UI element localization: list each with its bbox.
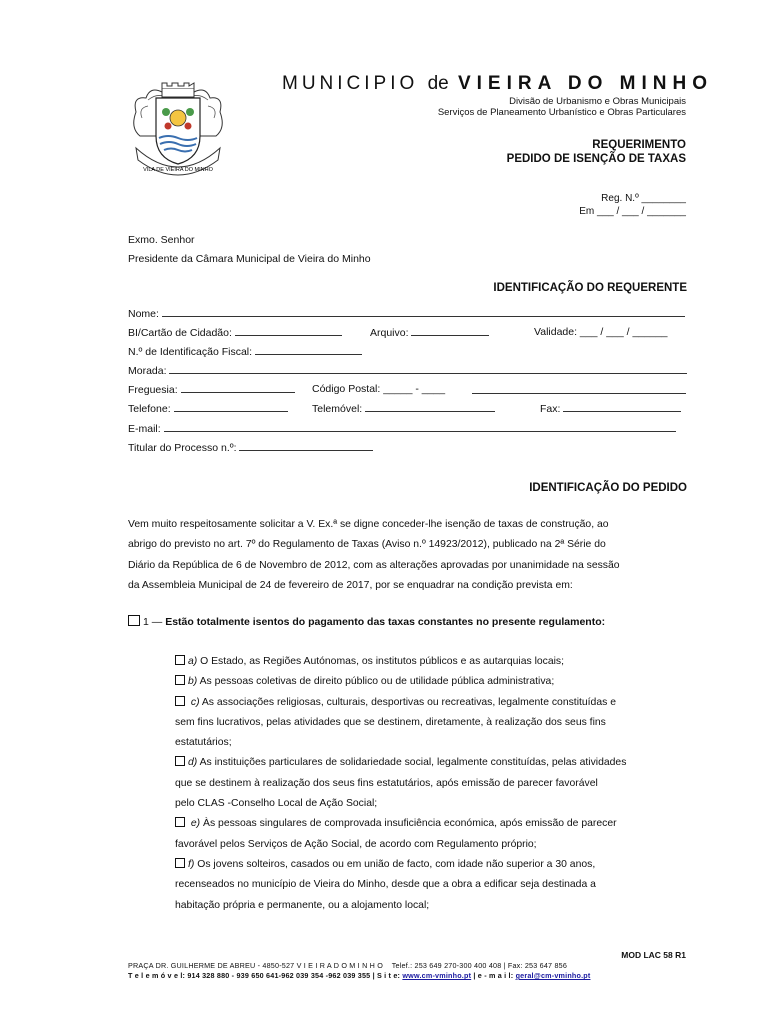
localidade-input-line[interactable]: [472, 383, 686, 394]
intro-line: Diário da República de 6 de Novembro de 2012, com as alterações aprovadas por unanimidade na sessão: [128, 559, 620, 571]
arquivo-label: Arquivo:: [370, 327, 409, 339]
item-letter: f): [188, 858, 195, 870]
registry-number[interactable]: Reg. N.º ________: [601, 193, 686, 204]
item-text: Os jovens solteiros, casados ou em união de facto, com idade não superior a 30 anos,: [197, 858, 596, 870]
crest-icon: [128, 78, 228, 183]
bi-field[interactable]: [128, 326, 342, 339]
telemovel-input-line[interactable]: [365, 402, 495, 412]
telemovel-field[interactable]: [312, 402, 495, 415]
title-de: de: [427, 73, 449, 94]
email-input-line[interactable]: [164, 422, 676, 432]
morada-input-line[interactable]: [169, 364, 687, 374]
item-text: O Estado, as Regiões Autónomas, os institutos públicos e as autarquias locais;: [200, 656, 565, 667]
requester-section-title: IDENTIFICAÇÃO DO REQUERENTE: [493, 282, 687, 294]
titular-field[interactable]: [128, 441, 373, 454]
telefone-input-line[interactable]: [174, 402, 288, 412]
list-item: [175, 693, 687, 713]
list-item: [175, 652, 687, 672]
codigo-postal-field[interactable]: Código Postal: _____ - ____: [312, 383, 446, 395]
bi-input-line[interactable]: [235, 326, 342, 336]
titular-label: Titular do Processo n.º:: [128, 442, 237, 454]
title-name: VIEIRA DO MINHO: [457, 73, 714, 94]
email-label: E-mail:: [128, 423, 161, 435]
svg-text:VILA DE VIEIRA DO MINHO: VILA DE VIEIRA DO MINHO: [143, 167, 213, 173]
list-item: [175, 753, 687, 773]
item-text: As pessoas coletivas de direito público ou de utilidade pública administrativa;: [199, 676, 555, 688]
service-line: Serviços de Planeamento Urbanístico e Obras Particulares: [437, 107, 686, 118]
exemption-list: [175, 652, 687, 916]
request-section-title: IDENTIFICAÇÃO DO PEDIDO: [529, 482, 687, 494]
item-text: estatutários;: [175, 737, 232, 749]
clause-text: Estão totalmente isentos do pagamento das taxas constantes no presente regulamento:: [165, 616, 606, 628]
recipient: Presidente da Câmara Municipal de Vieira do Minho: [128, 253, 371, 265]
item-text: Às pessoas singulares de comprovada insuficiência económica, após emissão de parecer: [203, 818, 617, 830]
item-text: que se destinem à realização dos seus fins estatutários, após emissão de parecer favorável: [175, 777, 598, 789]
item-letter: d): [188, 757, 198, 769]
clause-1-checkbox[interactable]: [128, 615, 140, 626]
salutation: Exmo. Senhor: [128, 234, 195, 246]
list-item: [175, 855, 687, 875]
item-text: sem fins lucrativos, pelas atividades que se destinem, diretamente, à realização dos seus fins: [175, 716, 606, 728]
nif-label: N.º de Identificação Fiscal:: [128, 346, 253, 358]
registry-date[interactable]: Em ___ / ___ / _______: [579, 206, 686, 217]
municipal-crest: [128, 78, 228, 183]
validade-field[interactable]: Validade: ___ / ___ / ______: [534, 326, 668, 338]
item-a-checkbox[interactable]: [175, 655, 185, 665]
list-item: [175, 672, 687, 692]
item-letter: e): [190, 818, 201, 830]
freguesia-field[interactable]: [128, 383, 295, 396]
item-letter: a): [188, 656, 198, 667]
telefone-field[interactable]: [128, 402, 288, 415]
doc-type: REQUERIMENTO: [592, 139, 686, 151]
item-c-checkbox[interactable]: [175, 696, 185, 706]
item-text: As instituições particulares de solidariedade social, legalmente constituídas, pelas atividades: [199, 757, 627, 769]
form-code: MOD LAC 58 R1: [621, 950, 686, 960]
footer-mobile: T e l e m ó v e l: 914 328 880 - 939 650 641-962 039 354 -962 039 355 | S i t e:: [128, 971, 401, 980]
footer-address-line: [128, 961, 567, 970]
intro-line: Vem muito respeitosamente solicitar a V. Ex.ª se digne conceder-lhe isenção de taxas de construção, ao: [128, 519, 609, 530]
item-d-checkbox[interactable]: [175, 756, 185, 766]
item-text: pelo CLAS -Conselho Local de Ação Social;: [175, 798, 378, 810]
item-text: habitação própria e permanente, ou a alojamento local;: [175, 899, 430, 911]
footer-email-label: | e - m a i l:: [473, 971, 514, 980]
title-prefix: MUNICIPIO: [282, 73, 419, 94]
clause-number: 1 —: [143, 616, 163, 628]
list-item: [175, 814, 687, 834]
name-field[interactable]: [128, 307, 685, 320]
name-input-line[interactable]: [162, 307, 685, 317]
freguesia-input-line[interactable]: [181, 383, 295, 393]
morada-field[interactable]: [128, 364, 687, 377]
fax-label: Fax:: [540, 403, 561, 415]
morada-label: Morada:: [128, 365, 167, 377]
arquivo-input-line[interactable]: [411, 326, 489, 336]
item-text: recenseados no município de Vieira do Minho, desde que a obra a edificar seja destinada a: [175, 879, 596, 891]
fax-field[interactable]: [540, 402, 681, 415]
item-text: As associações religiosas, culturais, desportivas ou recreativas, legalmente constituídas e: [201, 696, 616, 708]
titular-input-line[interactable]: [239, 441, 373, 451]
telemovel-label: Telemóvel:: [312, 403, 363, 415]
footer-phone: Telef.: 253 649 270-300 400 408 | Fax: 253 647 856: [391, 961, 568, 970]
footer-contact-line: [128, 971, 590, 980]
intro-line: da Assembleia Municipal de 24 de fevereiro de 2017, por se enquadrar na condição prevista em:: [128, 579, 573, 591]
arquivo-field[interactable]: [370, 326, 489, 339]
footer-address: PRAÇA DR. GUILHERME DE ABREU - 4850-527 V I E I R A D O M I N H O: [128, 961, 384, 970]
bi-label: BI/Cartão de Cidadão:: [128, 327, 232, 339]
item-letter: b): [188, 676, 198, 688]
clause-1: [128, 615, 605, 628]
item-letter: c): [190, 696, 200, 708]
email-field[interactable]: [128, 422, 676, 435]
telefone-label: Telefone:: [128, 403, 171, 415]
name-label: Nome:: [128, 308, 159, 320]
request-intro: [128, 515, 688, 596]
intro-line: abrigo do previsto no art. 7º do Regulamento de Taxas (Aviso n.º 14923/2012), publicado na 2ª Série do: [128, 539, 606, 551]
nif-input-line[interactable]: [255, 345, 362, 355]
item-f-checkbox[interactable]: [175, 858, 185, 868]
item-b-checkbox[interactable]: [175, 675, 185, 685]
fax-input-line[interactable]: [563, 402, 681, 412]
nif-field[interactable]: [128, 345, 362, 358]
item-e-checkbox[interactable]: [175, 817, 185, 827]
division-line: Divisão de Urbanismo e Obras Municipais: [509, 96, 686, 107]
footer-email-link[interactable]: geral@cm-vminho.pt: [515, 971, 591, 980]
municipality-title: [282, 73, 713, 95]
footer-site-link[interactable]: www.cm-vminho.pt: [402, 971, 472, 980]
item-text: favorável pelos Serviços de Ação Social, de acordo com Regulamento próprio;: [175, 838, 537, 850]
doc-subject: PEDIDO DE ISENÇÃO DE TAXAS: [506, 153, 686, 165]
freguesia-label: Freguesia:: [128, 384, 178, 396]
